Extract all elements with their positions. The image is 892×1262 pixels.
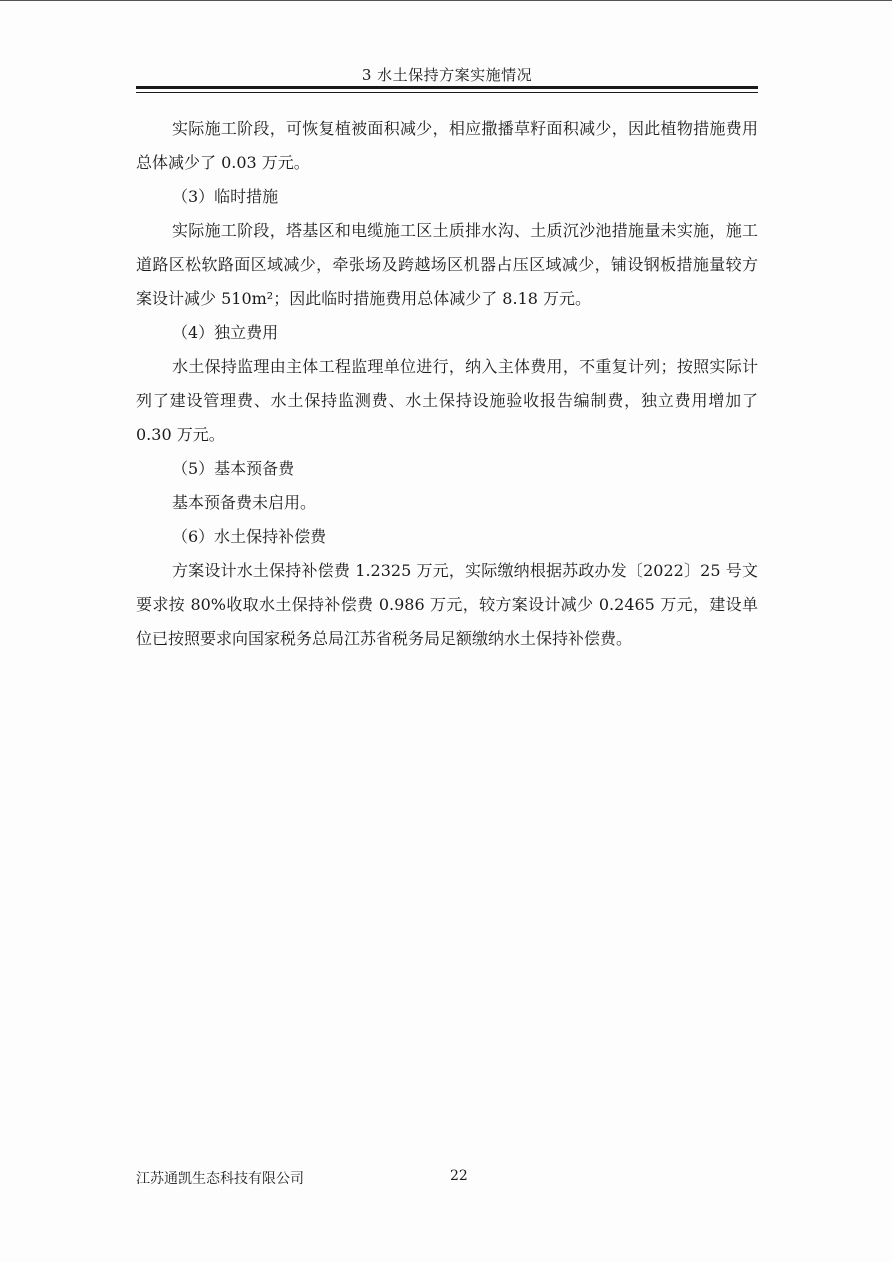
header-rule-thin [136, 92, 758, 93]
paragraph: 实际施工阶段，塔基区和电缆施工区土质排水沟、土质沉沙池措施量未实施，施工道路区松软路面区域减少，牵张场及跨越场区机器占压区域减少，铺设钢板措施量较方案设计减少 510m²；因此临时措施费用总体减少了 8.18 万元。 [136, 221, 758, 308]
paragraph: 基本预备费未启用。 [172, 493, 317, 512]
running-header: 3 水土保持方案实施情况 [361, 66, 533, 84]
page-top-border [0, 0, 892, 1]
subheading: （3）临时措施 [172, 187, 279, 206]
body-text [136, 112, 758, 656]
subheading: （4）独立费用 [172, 323, 279, 342]
footer-company: 江苏通凯生态科技有限公司 [136, 1171, 304, 1187]
paragraph: 实际施工阶段，可恢复植被面积减少，相应撒播草籽面积减少，因此植物措施费用总体减少了 0.03 万元。 [136, 119, 758, 172]
header-rule-thick [136, 86, 758, 89]
page-number: 22 [450, 1168, 468, 1184]
subheading: （6）水土保持补偿费 [172, 527, 327, 546]
paragraph: 方案设计水土保持补偿费 1.2325 万元，实际缴纳根据苏政办发〔2022〕25 号文要求按 80%收取水土保持补偿费 0.986 万元，较方案设计减少 0.2465 万元，建设单位已按照要求向国家税务总局江苏省税务局足额缴纳水土保持补偿费。 [136, 561, 758, 648]
paragraph: 水土保持监理由主体工程监理单位进行，纳入主体费用，不重复计列；按照实际计列了建设管理费、水土保持监测费、水土保持设施验收报告编制费，独立费用增加了 0.30 万元。 [136, 357, 758, 444]
subheading: （5）基本预备费 [172, 459, 295, 478]
